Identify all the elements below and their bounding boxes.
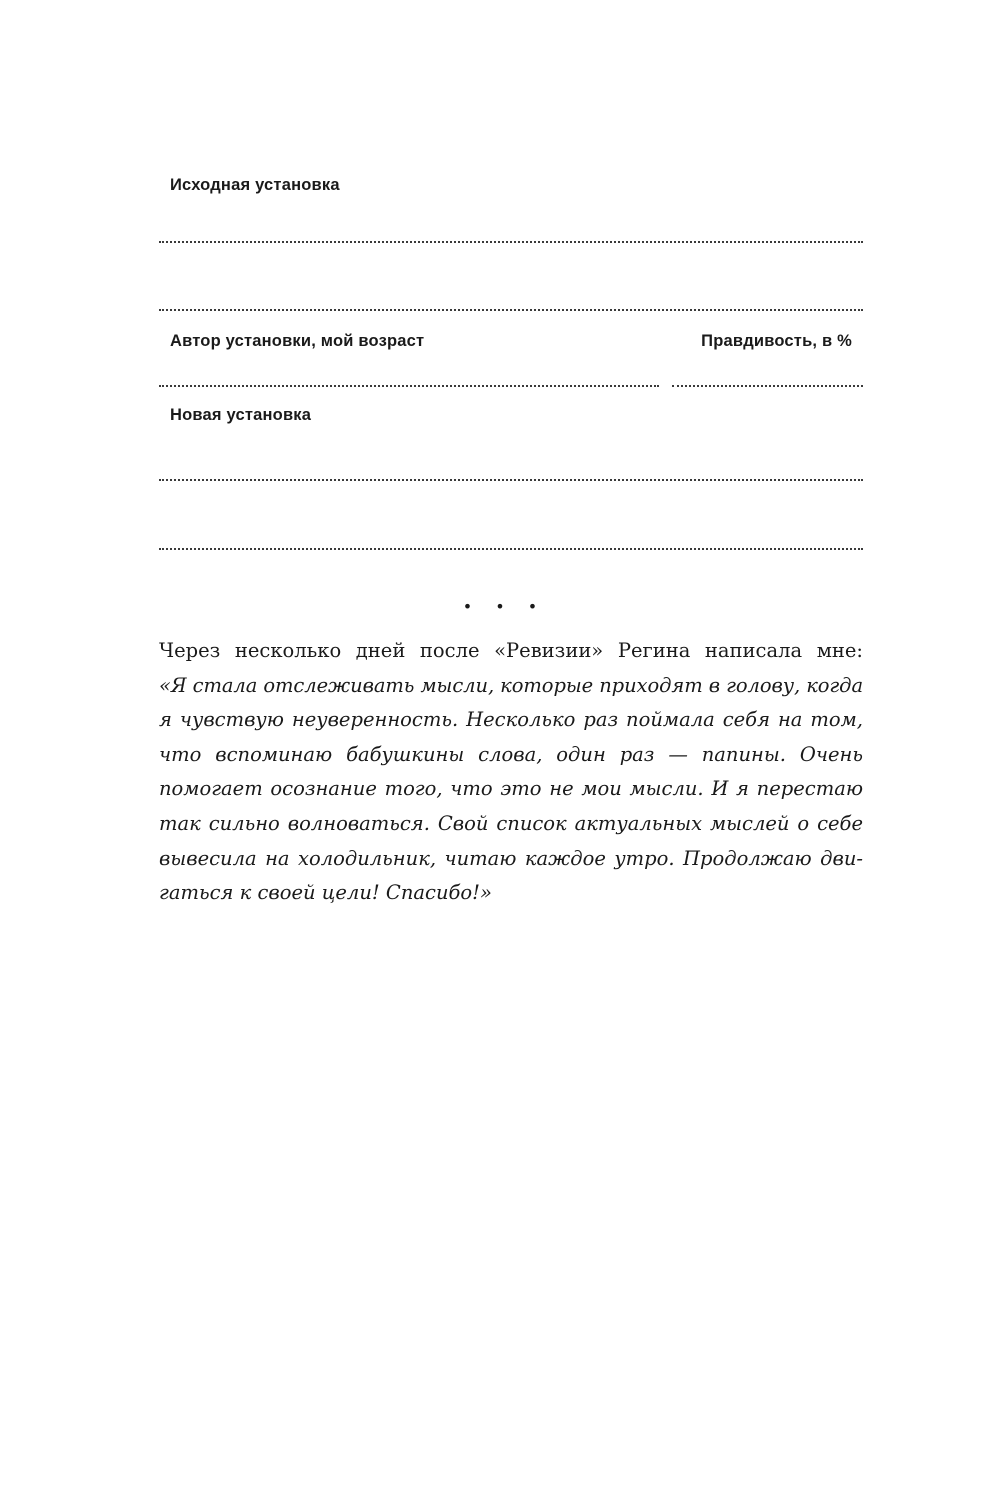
- quote-line-7: гаться к своей цели! Спасибо!»: [159, 881, 492, 905]
- original-belief-line-1[interactable]: [159, 241, 863, 243]
- quote-line-5: так сильно волноваться. Свой список актуальных мыслей о себе: [159, 811, 863, 835]
- quote-line-6: вывесила на холодильник, читаю каждое утро. Продолжаю дви-: [159, 846, 863, 870]
- quote-line-3: что вспоминаю бабушкины слова, один раз — папины. Очень: [159, 742, 863, 766]
- original-belief-label: Исходная установка: [170, 176, 340, 194]
- original-belief-line-2[interactable]: [159, 309, 863, 311]
- author-label: Автор установки, мой возраст: [170, 332, 425, 350]
- author-age-line[interactable]: [159, 385, 659, 387]
- new-belief-line-1[interactable]: [159, 479, 863, 481]
- quote-line-2: я чувствую неуверенность. Несколько раз поймала себя на том,: [159, 708, 863, 732]
- intro-line: Через несколько дней после «Ревизии» Регина написала мне:: [159, 639, 863, 662]
- quote-line-1: «Я стала отслеживать мысли, которые приходят в голову, когда: [159, 673, 863, 697]
- section-separator: • • •: [462, 597, 547, 616]
- body-paragraph: [159, 634, 863, 911]
- quote-line-4: помогает осознание того, что это не мои мысли. И я перестаю: [159, 777, 863, 801]
- truth-percent-label: Правдивость, в %: [701, 332, 852, 350]
- truth-percent-line[interactable]: [672, 385, 863, 387]
- new-belief-line-2[interactable]: [159, 548, 863, 550]
- new-belief-label: Новая установка: [170, 406, 312, 424]
